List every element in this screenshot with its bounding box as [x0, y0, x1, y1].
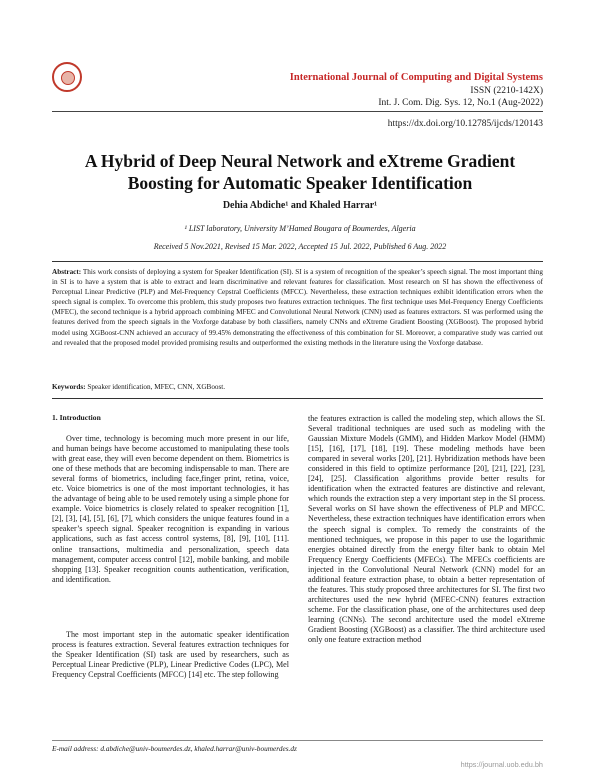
keywords-bottom-rule — [52, 398, 543, 399]
intro-paragraph-3-text: the features extraction is called the modeling step, which allows the SI. Several traditional techniques are used such as modeling with the Gaussian Mixture Models (GMM), and Hidden Markov Model (HMM) [15], [16], [17], [18], [19]. These modeling methods have been compared in several works [20], [21]. Hybridization methods have been considered in this field to optimize performance [20], [21], [22], [23], [24], [25]. Classification algorithms provide better results for identification when the extracted features are distinctive and relevant, which rounds the extraction step a very important step in the SI process. Several works on SI have shown the effectiveness of PLP and MFCC. Nevertheless, these extraction techniques have identification errors when the speech signal is complex. To remedy the constraints of the mentioned techniques, we propose in this paper to use the logarithmic energies obtained directly from the energy filter bank to obtain Mel Frequency Energy Coefficients (MFECs). The MFECs coefficients are injected in the Convolutional Neural Network (CNN) model for an additional feature extraction phase, to obtain a better representation of the features. This study proposed three architectures for SI. The first two architectures used the new hybrid (MFEC-CNN) features extraction scheme. For the classification phase, one of the architectures used deep learning (CNNs). The second architecture used the model eXtreme Gradient Boosting (XGBoost) as a classifier. The third architecture used only one feature extraction method — [308, 414, 545, 645]
doi-link[interactable]: https://dx.doi.org/10.12785/ijcds/120143 — [387, 119, 543, 129]
email-address[interactable]: E-mail address: d.abdiche@univ-boumerdes.dz, khaled.harrar@univ-boumerdes.dz — [52, 744, 297, 753]
intro-paragraph-3 — [308, 414, 545, 645]
issn: ISSN (2210-142X) — [470, 86, 543, 96]
keywords-label: Keywords: — [52, 383, 86, 391]
paper-title-line2: Boosting for Automatic Speaker Identification — [127, 173, 473, 193]
authors: Dehia Abdiche¹ and Khaled Harrar¹ — [222, 200, 378, 211]
paper-title-line1: A Hybrid of Deep Neural Network and eXtreme Gradient — [84, 151, 516, 171]
journal-title: International Journal of Computing and Digital Systems — [289, 72, 543, 83]
keywords-text: Speaker identification, MFEC, CNN, XGBoost. — [85, 383, 226, 391]
received-dates: Received 5 Nov.2021, Revised 15 Mar. 2022, Accepted 15 Jul. 2022, Published 6 Aug. 2022 — [153, 242, 447, 251]
intro-paragraph-2-text: The most important step in the automatic speaker identification process is features extraction. Several features extraction techniques for the Speaker Identification (SI) task are used by researchers, such as Perceptual Linear Predictive (PLP), Linear Predictive Codes (LPC), Mel Frequency Cepstral Coefficients (MFCC) [14] etc. The step following — [52, 630, 289, 680]
intro-paragraph-1-text: Over time, technology is becoming much more present in our life, and human beings have become accustomed to manipulating these tools with great ease, they will even become dependent on them. Biometrics is one of these methods that are becoming indispensable to man. There are several forms of biometrics, including face,finger print, retina, voice, etc. Voice biometrics is one of the most important technologies, it has the advantage of being able to be used remotely using a simple phone for example. Voice biometrics is closely related to speaker recognition [1], [2], [3], [4], [5], [6], [7], which considers the unique features found in a speaker’s speech signal. Speaker recognition is expanding in various applications, such as fast access control systems, [8], [9], [10], [11]. online transactions, multimedia and personalization, speech data management, computer access control [12], mobile banking, and mobile shopping [13]. Speaker recognition counts authentication, verification, and identification. — [52, 434, 289, 584]
intro-paragraph-1 — [52, 434, 289, 585]
section-heading-introduction: 1. Introduction — [52, 413, 101, 422]
journal-url[interactable]: https://journal.uob.edu.bh — [460, 760, 543, 769]
keywords — [52, 383, 543, 391]
journal-logo — [52, 62, 82, 92]
journal-citation: Int. J. Com. Dig. Sys. 12, No.1 (Aug-2022) — [378, 98, 543, 108]
header-divider — [52, 111, 543, 112]
footer-divider — [52, 740, 543, 741]
abstract-top-rule — [52, 261, 543, 262]
abstract — [52, 267, 543, 348]
affiliation: ¹ LIST laboratory, University M’Hamed Bougara of Boumerdes, Algeria — [184, 224, 416, 233]
abstract-label: Abstract: — [52, 268, 82, 276]
paper-title — [52, 150, 548, 194]
intro-paragraph-2 — [52, 630, 289, 680]
abstract-text: This work consists of deploying a system for Speaker Identification (SI). SI is a system of recognition of the speaker’s speech signal. The most important thing in SI is to have a system that is able to extract and learn discriminative and relevant features for classification. Most research on SI has shown the effectiveness of Perceptual Linear Predictive (PLP) and Mel-Frequency Cepstral Coefficients (MFCC). Nevertheless, these extraction techniques exhibit identification errors when the speech signal is complex. To overcome this problem, this study proposes two features extraction techniques. The first technique uses Mel-Frequency Energy Coefficients (MFEC), the second technique is a hybrid approach combining MFEC and Convolutional Neural Network (CNN) used as features extractors. SI was performed using the features derived from the speech signals in the Voxforge database by both classifiers, namely CNNs and eXtreme Gradient Boosting (XGBoost). The proposed hybrid model using XGBoost-CNN achieved an accuracy of 99.45% demonstrating the effectiveness of this combination for SI. Moreover, a comparative study was carried out and revealed that the proposed model provided promising results and outperformed the existing methods in the literature using the Voxforge database. — [52, 268, 543, 347]
